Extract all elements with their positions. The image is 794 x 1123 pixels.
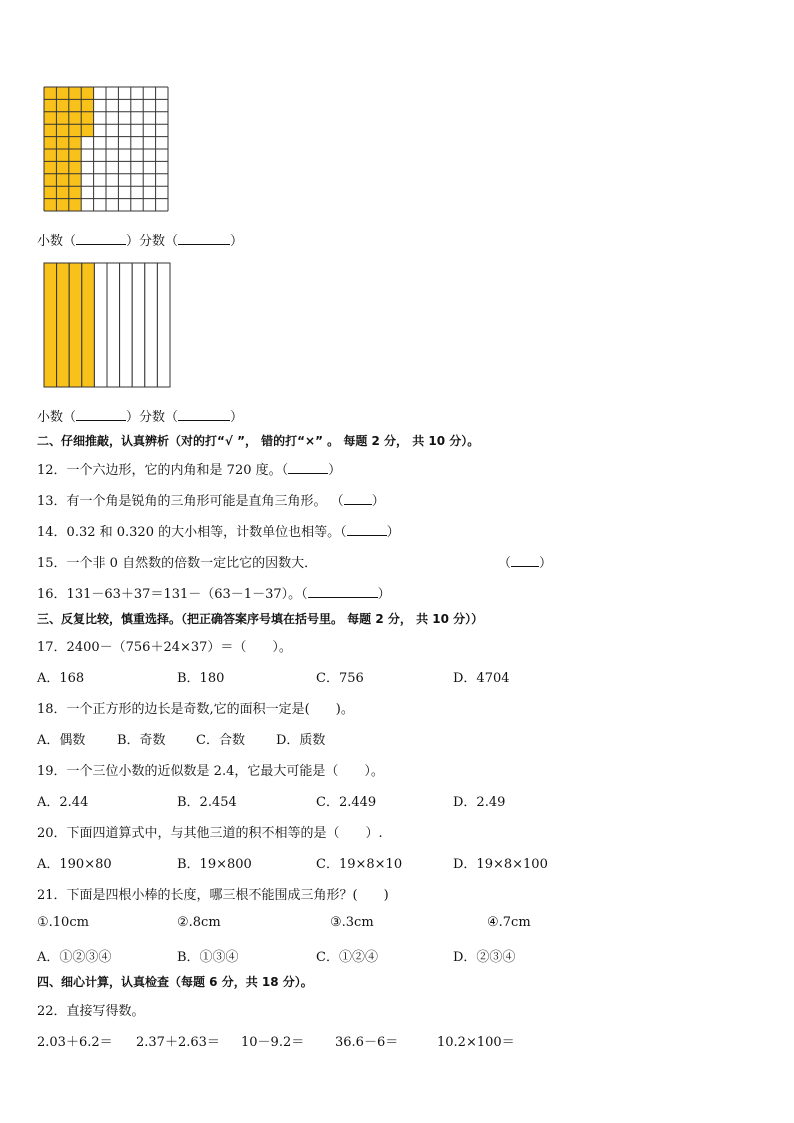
calc-2: 2.37＋2.63＝ — [136, 1035, 220, 1050]
question-21: 21．下面是四根小棒的长度，哪三根不能围成三角形？( ) — [37, 888, 389, 903]
fraction-blank-1[interactable] — [178, 231, 230, 245]
question-12: 12．一个六边形，它的内角和是 720 度。（ ） — [37, 459, 341, 478]
question-16: 16．131－63＋37＝131－（63－1－37）。（ ） — [37, 583, 391, 602]
shaded-cell — [44, 87, 56, 99]
fraction-blank-2[interactable] — [178, 407, 230, 421]
question-13: 13．有一个角是锐角的三角形可能是直角三角形。 （ ） — [37, 490, 385, 509]
shaded-strip — [44, 263, 57, 387]
shaded-cell — [44, 199, 56, 211]
shaded-cell — [56, 137, 68, 149]
section-2-heading: 二、仔细推敲，认真辨析（对的打“√ ”， 错的打“×” 。 每题 2 分， 共 10 分）。 — [37, 434, 480, 448]
shaded-cell — [44, 99, 56, 111]
option-20-d[interactable]: D．19×8×100 — [453, 857, 548, 872]
shaded-cell — [69, 112, 81, 124]
option-20-a[interactable]: A．190×80 — [37, 857, 112, 872]
option-20-b[interactable]: B．19×800 — [177, 857, 252, 872]
stick-length-2: ②.8cm — [177, 915, 221, 930]
option-18-d[interactable]: D．质数 — [276, 733, 326, 748]
answer-blank-15[interactable] — [511, 553, 539, 567]
question-17: 17．2400－（756＋24×37）＝（ ）。 — [37, 640, 292, 655]
shaded-cell — [69, 199, 81, 211]
shaded-cell — [56, 87, 68, 99]
answer-blank-12[interactable] — [288, 460, 328, 474]
shaded-cell — [56, 161, 68, 173]
answer-blank-16[interactable] — [308, 584, 378, 598]
shaded-cell — [81, 99, 93, 111]
option-19-a[interactable]: A．2.44 — [37, 795, 89, 810]
empty-strip — [132, 263, 145, 387]
option-17-c[interactable]: C．756 — [316, 671, 364, 686]
shaded-cell — [44, 124, 56, 136]
option-21-b[interactable]: B．①③④ — [177, 950, 239, 965]
empty-strip — [145, 263, 158, 387]
question-18: 18．一个正方形的边长是奇数,它的面积一定是( )。 — [37, 702, 354, 717]
shaded-strip — [82, 263, 95, 387]
calc-5: 10.2×100＝ — [437, 1035, 515, 1050]
option-18-c[interactable]: C．合数 — [196, 733, 245, 748]
shaded-cell — [69, 137, 81, 149]
shaded-cell — [44, 161, 56, 173]
empty-strip — [120, 263, 133, 387]
stick-length-4: ④.7cm — [487, 915, 531, 930]
option-17-b[interactable]: B．180 — [177, 671, 225, 686]
shaded-cell — [69, 149, 81, 161]
question-15: 15．一个非 0 自然数的倍数一定比它的因数大． — [37, 556, 318, 571]
answer-paren-15: （ ） — [498, 552, 552, 571]
shaded-cell — [56, 199, 68, 211]
shaded-cell — [69, 186, 81, 198]
question-19: 19．一个三位小数的近似数是 2.4，它最大可能是（ ）。 — [37, 764, 384, 779]
shaded-cell — [44, 174, 56, 186]
shaded-cell — [56, 99, 68, 111]
stick-length-3: ③.3cm — [330, 915, 374, 930]
shaded-cell — [56, 112, 68, 124]
shaded-cell — [69, 124, 81, 136]
empty-strip — [94, 263, 107, 387]
shaded-cell — [81, 87, 93, 99]
option-19-d[interactable]: D．2.49 — [453, 795, 506, 810]
option-19-c[interactable]: C．2.449 — [316, 795, 377, 810]
shaded-cell — [81, 124, 93, 136]
empty-strip — [107, 263, 120, 387]
strip-figure — [43, 262, 173, 390]
section-4-heading: 四、细心计算，认真检查（每题 6 分，共 18 分）。 — [37, 975, 313, 989]
option-18-a[interactable]: A．偶数 — [37, 733, 86, 748]
answer-line-1: 小数（ ）分数（ ） — [37, 230, 243, 249]
calc-1: 2.03＋6.2＝ — [37, 1035, 113, 1050]
section-3-heading: 三、反复比较，慎重选择。（把正确答案序号填在括号里。 每题 2 分， 共 10 分）） — [37, 612, 484, 626]
question-22: 22．直接写得数。 — [37, 1004, 145, 1019]
calc-3: 10－9.2＝ — [241, 1035, 305, 1050]
shaded-cell — [56, 174, 68, 186]
option-17-d[interactable]: D．4704 — [453, 671, 510, 686]
shaded-cell — [56, 149, 68, 161]
shaded-strip — [69, 263, 82, 387]
shaded-cell — [44, 149, 56, 161]
decimal-blank-2[interactable] — [76, 407, 126, 421]
shaded-cell — [69, 161, 81, 173]
option-21-d[interactable]: D．②③④ — [453, 950, 516, 965]
option-20-c[interactable]: C．19×8×10 — [316, 857, 403, 872]
shaded-cell — [56, 186, 68, 198]
option-21-a[interactable]: A．①②③④ — [37, 950, 112, 965]
option-18-b[interactable]: B．奇数 — [117, 733, 166, 748]
shaded-strip — [57, 263, 70, 387]
shaded-cell — [69, 99, 81, 111]
option-19-b[interactable]: B．2.454 — [177, 795, 237, 810]
empty-strip — [157, 263, 170, 387]
shaded-cell — [44, 112, 56, 124]
question-14: 14．0.32 和 0.320 的大小相等，计数单位也相等。（ ） — [37, 521, 400, 540]
calc-4: 36.6－6＝ — [335, 1035, 399, 1050]
decimal-blank-1[interactable] — [76, 231, 126, 245]
answer-blank-14[interactable] — [347, 522, 387, 536]
stick-length-1: ①.10cm — [37, 915, 89, 930]
shaded-cell — [69, 174, 81, 186]
shaded-cell — [44, 186, 56, 198]
shaded-cell — [81, 112, 93, 124]
option-17-a[interactable]: A．168 — [37, 671, 85, 686]
answer-blank-13[interactable] — [344, 491, 372, 505]
answer-line-2: 小数（ ）分数（ ） — [37, 406, 243, 425]
hundred-grid-figure — [43, 86, 169, 212]
shaded-cell — [69, 87, 81, 99]
shaded-cell — [56, 124, 68, 136]
question-20: 20．下面四道算式中，与其他三道的积不相等的是（ ）. — [37, 826, 383, 841]
shaded-cell — [44, 137, 56, 149]
option-21-c[interactable]: C．①②④ — [316, 950, 378, 965]
